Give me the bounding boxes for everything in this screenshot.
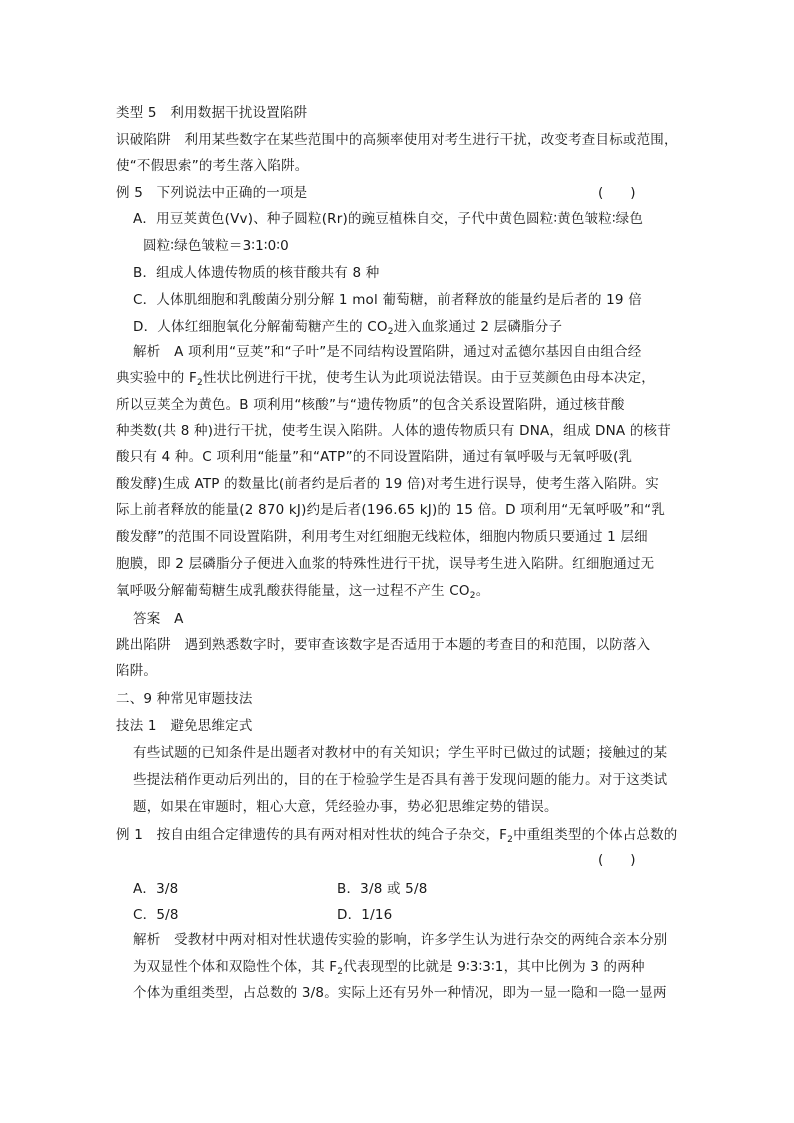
example5-analysis-line-2: 典实验中的 $F_2$性状比例进行干扰，使考生认为此项说法错误。由于豆荚颜色由母本决定，	[116, 370, 656, 388]
example5-analysis-line-9: 胞膜，即 2 层磷脂分子便进入血浆的特殊性进行干扰，误导考生进入陷阱。红细胞通过无	[116, 556, 655, 572]
example5-answer: 答案 A	[133, 611, 184, 627]
example5-analysis-line-7: 际上前者释放的能量(2 870 kJ)约是后者(196.65 kJ)的 15 倍。D 项利用“无氧呼吸”和“乳	[116, 502, 666, 518]
example5-option-b: B．组成人体遗传物质的核苷酸共有 8 种	[133, 265, 380, 281]
example5-option-d: D．人体红细胞氧化分解葡萄糖产生的 $CO_2$进入血浆通过 2 层磷脂分子	[133, 319, 563, 337]
example5-analysis-line-3: 所以豆荚全为黄色。B 项利用“核酸”与“遗传物质”的包含关系设置陷阱，通过核苷酸	[116, 397, 625, 413]
example1-stem: 例 1 按自由组合定律遗传的具有两对相对性状的纯合子杂交，$F_2$中重组类型的个体占总数的	[116, 827, 678, 845]
example5-analysis-line-1: 解析 A 项利用“豆荚”和“子叶”是不同结构设置陷阱，通过对孟德尔基因自由组合经	[133, 344, 642, 360]
example1-option-c: C．5/8	[133, 907, 179, 923]
technique1-paragraph-line-2: 些提法稍作更动后列出的，目的在于检验学生是否具有善于发现问题的能力。对于这类试	[133, 772, 668, 788]
example1-answer-paren: ( )	[598, 852, 636, 868]
example1-analysis-line-1: 解析 受教材中两对相对性状遗传实验的影响，许多学生认为进行杂交的两纯合亲本分别	[133, 932, 668, 948]
identify-trap-line-1: 识破陷阱 利用某些数字在某些范围中的高频率使用对考生进行干扰，改变考查目标或范围，	[116, 132, 678, 148]
example5-analysis-line-5: 酸只有 4 种。C 项利用“能量”和“ATP”的不同设置陷阱，通过有氧呼吸与无氧呼吸(乳	[116, 449, 633, 465]
example5-stem: 例 5 下列说法中正确的一项是	[116, 185, 308, 201]
technique1-paragraph-line-1: 有些试题的已知条件是出题者对教材中的有关知识；学生平时已做过的试题；接触过的某	[133, 745, 668, 761]
example1-option-d: D．1/16	[337, 907, 393, 923]
section2-title: 二、9 种常见审题技法	[116, 691, 253, 707]
identify-trap-line-2: 使“不假思索”的考生落入陷阱。	[116, 158, 309, 174]
example5-analysis-line-6: 酸发酵)生成 ATP 的数量比(前者约是后者的 19 倍)对考生进行误导，使考生落入陷阱。实	[116, 476, 659, 492]
example5-option-c: C．人体肌细胞和乳酸菌分别分解 1 mol 葡萄糖，前者释放的能量约是后者的 19 倍	[133, 292, 642, 308]
example5-analysis-line-8: 酸发酵”的范围不同设置陷阱，利用考生对红细胞无线粒体，细胞内物质只要通过 1 层细	[116, 529, 648, 545]
example1-option-a: A．3/8	[133, 881, 179, 897]
example5-option-a-line-2: 圆粒∶绿色皱粒＝3∶1∶0∶0	[143, 238, 289, 254]
example5-option-a-line-1: A．用豆荚黄色(Vv)、种子圆粒(Rr)的豌豆植株自交，子代中黄色圆粒∶黄色皱粒∶绿色	[133, 211, 644, 227]
section-title: 类型 5 利用数据干扰设置陷阱	[116, 105, 308, 121]
example5-analysis-line-4: 种类数(共 8 种)进行干扰，使考生误入陷阱。人体的遗传物质只有 DNA，组成 DNA 的核苷	[116, 423, 671, 439]
technique1-paragraph-line-3: 题，如果在审题时，粗心大意，凭经验办事，势必犯思维定势的错误。	[133, 799, 558, 815]
jump-out-trap-line-2: 陷阱。	[116, 663, 158, 679]
example5-answer-paren: ( )	[598, 185, 636, 201]
example1-analysis-line-3: 个体为重组类型，占总数的 3/8。实际上还有另外一种情况，即为一显一隐和一隐一显两	[133, 985, 667, 1001]
jump-out-trap-line-1: 跳出陷阱 遇到熟悉数字时，要审查该数字是否适用于本题的考查目的和范围，以防落入	[116, 637, 651, 653]
example1-analysis-line-2: 为双显性个体和双隐性个体，其 $F_2$代表现型的比就是 9∶3∶3∶1，其中比例为 3 的两种	[133, 959, 645, 977]
technique1-title: 技法 1 避免思维定式	[116, 718, 253, 734]
example1-option-b: B．3/8 或 5/8	[337, 881, 428, 897]
example5-analysis-line-10: 氧呼吸分解葡萄糖生成乳酸获得能量，这一过程不产生 $CO_2$。	[116, 583, 490, 601]
